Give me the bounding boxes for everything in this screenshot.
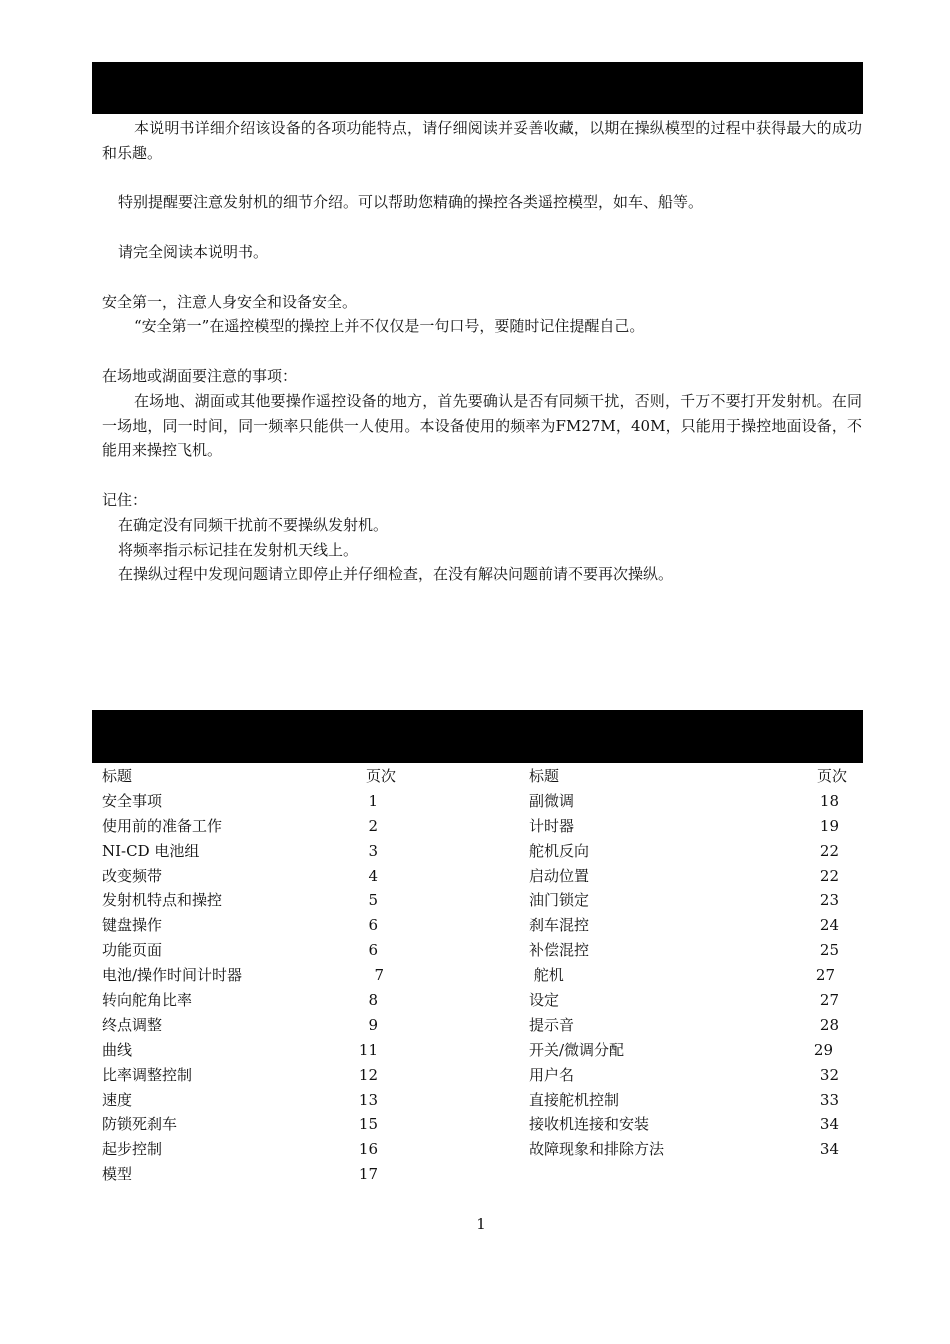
- toc-row[interactable]: [529, 988, 847, 1013]
- toc-right-column: [529, 764, 847, 1162]
- toc-entry-title: 功能页面: [102, 941, 163, 960]
- toc-entry-page: 23: [819, 891, 839, 910]
- toc-header-bar: [92, 710, 863, 763]
- toc-row[interactable]: [529, 1137, 847, 1162]
- toc-row[interactable]: [102, 938, 396, 963]
- safety-heading: 安全第一，注意人身安全和设备安全。: [102, 292, 358, 311]
- remember-item: 在操纵过程中发现问题请立即停止并仔细检查，在没有解决问题前请不要再次操纵。: [118, 565, 674, 584]
- toc-entry-page: 3: [368, 841, 378, 860]
- toc-entry-page: 4: [368, 866, 378, 885]
- toc-entry-page: 17: [358, 1165, 378, 1184]
- toc-entry-title: NI-CD 电池组: [102, 841, 200, 860]
- section-header-bar: [92, 62, 863, 114]
- toc-entry-title: 安全事项: [102, 791, 163, 810]
- toc-entry-page: 34: [819, 1115, 839, 1134]
- toc-entry-page: 27: [819, 991, 839, 1010]
- toc-entry-title: 键盘操作: [102, 916, 163, 935]
- toc-entry-page: 9: [368, 1015, 378, 1034]
- toc-entry-page: 2: [368, 816, 378, 835]
- toc-row[interactable]: [529, 1112, 847, 1137]
- toc-row[interactable]: [529, 839, 847, 864]
- toc-entry-page: 5: [368, 891, 378, 910]
- toc-entry-title: 舵机: [529, 966, 564, 985]
- toc-entry-title: 起步控制: [102, 1140, 163, 1159]
- toc-entry-page: 7: [374, 966, 384, 985]
- toc-row[interactable]: [102, 1038, 396, 1063]
- field-heading: 在场地或湖面要注意的事项：: [102, 366, 298, 385]
- toc-entry-page: 33: [819, 1090, 839, 1109]
- toc-entry-title: 防锁死刹车: [102, 1115, 178, 1134]
- toc-row[interactable]: [102, 913, 396, 938]
- field-paragraph: 在场地、湖面或其他要操作遥控设备的地方，首先要确认是否有同频干扰，否则，千万不要打开发射机。在同一场地，同一时间，同一频率只能供一人使用。本设备使用的频率为FM27M，40M，只能用于操控地面设备，不能用来操控飞机。: [102, 391, 862, 460]
- toc-entry-title: 接收机连接和安装: [529, 1115, 650, 1134]
- toc-row[interactable]: [102, 1112, 396, 1137]
- toc-entry-page: 6: [368, 916, 378, 935]
- toc-row[interactable]: [102, 888, 396, 913]
- toc-entry-page: 34: [819, 1140, 839, 1159]
- remember-heading: 记住：: [102, 490, 148, 509]
- toc-entry-page: 1: [368, 791, 378, 810]
- toc-header-page: 页次: [365, 767, 396, 785]
- toc-header-title: 标题: [102, 767, 133, 785]
- toc-left-column: [102, 764, 396, 1187]
- toc-row[interactable]: [529, 864, 847, 889]
- toc-entry-page: 28: [819, 1015, 839, 1034]
- toc-entry-title: 使用前的准备工作: [102, 816, 223, 835]
- page-number: 1: [476, 1215, 486, 1233]
- toc-entry-page: 19: [819, 816, 839, 835]
- intro-paragraph: 本说明书详细介绍该设备的各项功能特点，请仔细阅读并妥善收藏，以期在操纵模型的过程中获得最大的成功和乐趣。: [102, 119, 862, 162]
- safety-paragraph: “安全第一”在遥控模型的操控上并不仅仅是一句口号，要随时记住提醒自己。: [134, 317, 645, 336]
- toc-row[interactable]: [529, 789, 847, 814]
- toc-row[interactable]: [102, 839, 396, 864]
- toc-row[interactable]: [102, 1013, 396, 1038]
- toc-row[interactable]: [102, 1162, 396, 1187]
- toc-entry-title: 用户名: [529, 1065, 575, 1084]
- intro-section: [102, 116, 862, 587]
- toc-header-row: [529, 764, 847, 789]
- toc-row[interactable]: [529, 913, 847, 938]
- toc-row[interactable]: [102, 1088, 396, 1113]
- toc-entry-title: 直接舵机控制: [529, 1090, 620, 1109]
- intro-paragraph: 请完全阅读本说明书。: [118, 242, 269, 261]
- toc-row[interactable]: [529, 1038, 847, 1063]
- toc-header-page: 页次: [816, 767, 847, 785]
- intro-paragraph: 特别提醒要注意发射机的细节介绍。可以帮助您精确的操控各类遥控模型，如车、船等。: [118, 193, 704, 212]
- toc-row[interactable]: [529, 1088, 847, 1113]
- toc-row[interactable]: [102, 789, 396, 814]
- toc-entry-title: 终点调整: [102, 1015, 163, 1034]
- toc-entry-title: 计时器: [529, 816, 575, 835]
- toc-entry-title: 提示音: [529, 1015, 575, 1034]
- toc-entry-page: 12: [358, 1065, 378, 1084]
- toc-entry-page: 18: [819, 791, 839, 810]
- toc-entry-title: 刹车混控: [529, 916, 590, 935]
- toc-row[interactable]: [529, 938, 847, 963]
- toc-entry-page: 13: [358, 1090, 378, 1109]
- toc-entry-page: 15: [358, 1115, 378, 1134]
- toc-row[interactable]: [529, 814, 847, 839]
- toc-entry-title: 电池/操作时间计时器: [102, 966, 243, 985]
- toc-entry-title: 转向舵角比率: [102, 991, 193, 1010]
- toc-entry-title: 设定: [529, 991, 560, 1010]
- toc-row[interactable]: [529, 1063, 847, 1088]
- toc-entry-page: 25: [819, 941, 839, 960]
- toc-entry-title: 开关/微调分配: [529, 1040, 625, 1059]
- toc-row[interactable]: [529, 888, 847, 913]
- toc-entry-page: 24: [819, 916, 839, 935]
- toc-entry-title: 速度: [102, 1090, 133, 1109]
- toc-entry-title: 发射机特点和操控: [102, 891, 223, 910]
- toc-row[interactable]: [102, 963, 396, 988]
- toc-entry-page: 6: [368, 941, 378, 960]
- toc-entry-title: 油门锁定: [529, 891, 590, 910]
- remember-item: 将频率指示标记挂在发射机天线上。: [118, 540, 359, 559]
- toc-row[interactable]: [529, 963, 847, 988]
- toc-entry-title: 启动位置: [529, 866, 590, 885]
- toc-entry-page: 8: [368, 991, 378, 1010]
- toc-row[interactable]: [102, 1137, 396, 1162]
- toc-entry-page: 22: [819, 841, 839, 860]
- toc-entry-title: 补偿混控: [529, 941, 590, 960]
- toc-entry-title: 故障现象和排除方法: [529, 1140, 665, 1159]
- toc-entry-page: 32: [819, 1065, 839, 1084]
- toc-entry-title: 模型: [102, 1165, 133, 1184]
- toc-entry-title: 曲线: [102, 1040, 133, 1059]
- toc-row[interactable]: [102, 864, 396, 889]
- toc-row[interactable]: [102, 814, 396, 839]
- toc-entry-title: 改变频带: [102, 866, 163, 885]
- toc-entry-page: 16: [358, 1140, 378, 1159]
- toc-header-title: 标题: [529, 767, 560, 785]
- toc-header-row: [102, 764, 396, 789]
- toc-entry-page: 22: [819, 866, 839, 885]
- toc-row[interactable]: [102, 1063, 396, 1088]
- toc-entry-page: 29: [813, 1040, 833, 1059]
- toc-entry-title: 比率调整控制: [102, 1065, 193, 1084]
- toc-entry-page: 27: [815, 966, 835, 985]
- remember-item: 在确定没有同频干扰前不要操纵发射机。: [118, 515, 389, 534]
- toc-entry-title: 舵机反向: [529, 841, 590, 860]
- toc-entry-page: 11: [358, 1040, 378, 1059]
- toc-entry-title: 副微调: [529, 791, 575, 810]
- toc-row[interactable]: [102, 988, 396, 1013]
- toc-row[interactable]: [529, 1013, 847, 1038]
